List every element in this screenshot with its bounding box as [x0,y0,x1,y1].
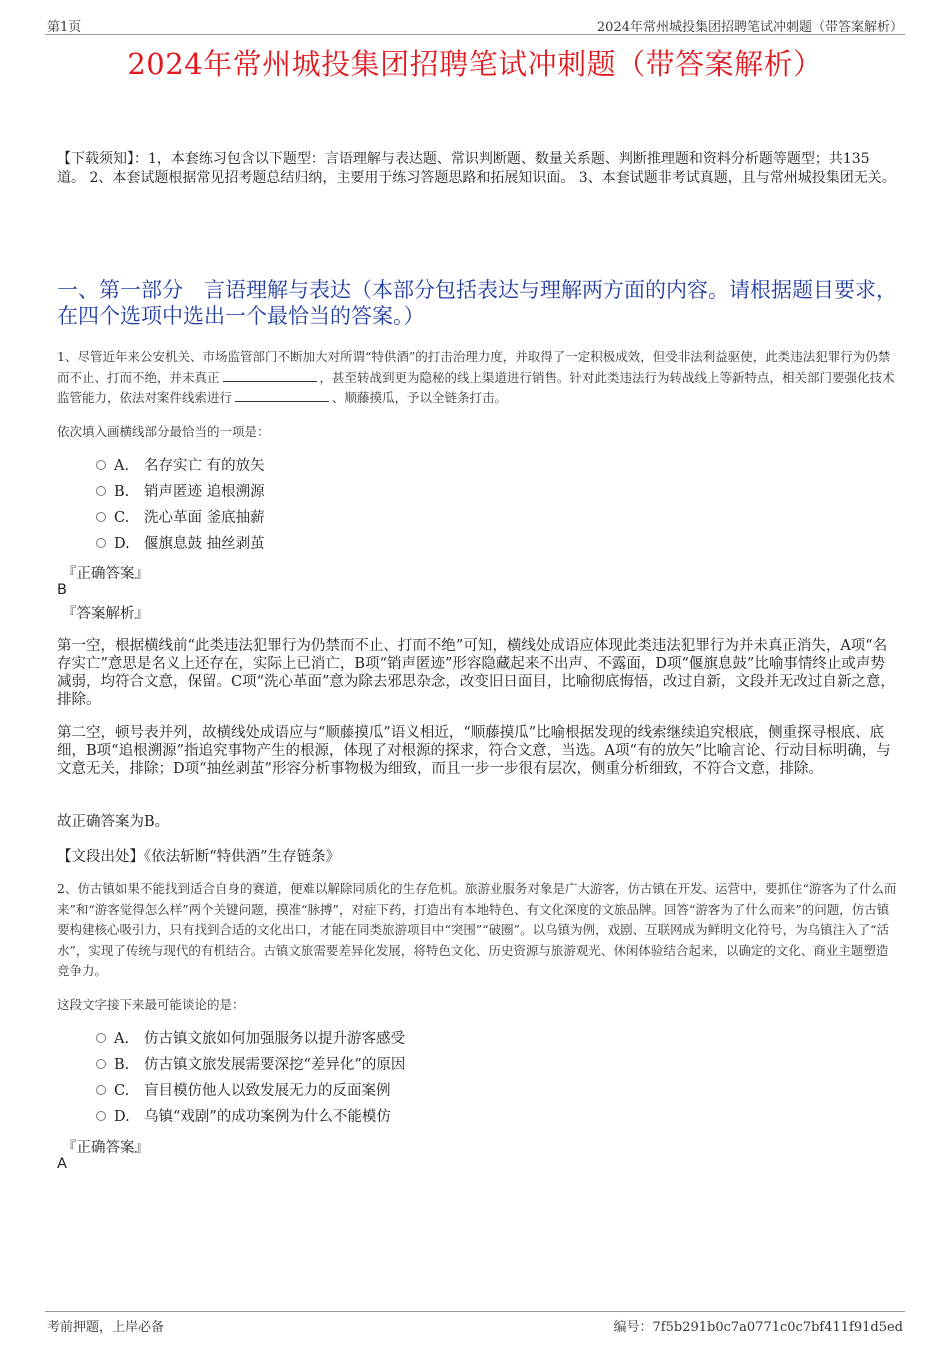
q1-answer: B [57,582,67,598]
q1-analysis-2: 第二空，顿号表并列，故横线处成语应与“顺藤摸瓜”语义相近，“顺藤摸瓜”比喻根据发现的线索继续追究根底，侧重探寻根底、底细，B项“追根溯源”指追究事物产生的根源，体现了对根源的探求，符合文意，当选。A项“有的放矢”比喻言论、行动目标明确，与文意无关，排除；D项“抽丝剥茧”形容分析事物极为细致，而且一步一步很有层次，侧重分析细致，不符合文意，排除。 [57,725,891,777]
radio-icon[interactable] [96,512,106,522]
q1-conclusion: 故正确答案为B。 [57,814,170,830]
q1-text-part-a: 1、尽管近年来公安机关、市场监管部门不断加大对所谓“特供酒”的打击治理力度，并取得了一定积极成效，但受非法利益驱使，此类违法犯罪行为仍禁而不止、打而不绝，并未真正 [57,349,891,385]
option-text: 偃旗息鼓 抽丝剥茧 [144,536,265,552]
q1-option-c[interactable] [96,507,265,529]
option-letter: D. [114,1109,130,1125]
footer-slogan: 考前押题，上岸必备 [47,1320,165,1335]
option-text: 仿古镇文旅发展需要深挖“差异化”的原因 [144,1057,406,1073]
option-letter: A. [114,458,130,474]
q1-option-a[interactable] [96,455,265,477]
q2-answer: A [57,1156,67,1172]
radio-icon[interactable] [96,1033,106,1043]
footer-divider [45,1311,905,1312]
q2-option-b[interactable] [96,1054,405,1076]
q2-option-d[interactable] [96,1106,391,1128]
option-letter: C. [114,1083,130,1099]
option-text: 名存实亡 有的放矢 [144,458,265,474]
section-heading: 一、第一部分 言语理解与表达（本部分包括表达与理解两方面的内容。请根据题目要求，在四个选项中选出一个最恰当的答案。） [57,278,897,328]
option-text: 乌镇“戏剧”的成功案例为什么不能模仿 [144,1109,391,1125]
question-2-prompt: 这段文字接下来最可能谈论的是： [57,997,245,1012]
option-text: 洗心革面 釜底抽薪 [144,510,265,526]
document-title: 2024年常州城投集团招聘笔试冲刺题（带答案解析） [127,47,823,81]
option-text: 销声匿迹 追根溯源 [144,484,265,500]
question-2-text: 2、仿古镇如果不能找到适合自身的赛道，便难以解除同质化的生存危机。旅游业服务对象是广大游客，仿古镇在开发、运营中，要抓住“游客为了什么而来”和“游客觉得怎么样”两个关键问题，摸准“脉搏”，对症下药，打造出有本地特色、有文化深度的文旅品牌。回答“游客为了什么而来”的问题，仿古镇要构建核心吸引力，只有找到合适的文化出口，才能在同类旅游项目中“突围”“破圈”。以乌镇为例，戏剧、互联网成为鲜明文化符号，为乌镇注入了“活水”，实现了传统与现代的有机结合。古镇文旅需要差异化发展，将特色文化、历史资源与旅游观光、休闲体验结合起来，以确定的文化、商业主题塑造竞争力。 [57,881,897,978]
q1-option-d[interactable] [96,533,265,555]
q1-text-part-b: ，甚至转战到更为隐秘的线上渠道进行销售。针对此类违法行为转战线上等新特点，相关部门要强化技术监管能力，依法对案件线索进行 [57,369,895,405]
q2-option-c[interactable] [96,1080,391,1102]
q1-text-part-c: 、顺藤摸瓜，予以全链条打击。 [332,390,508,405]
radio-icon[interactable] [96,486,106,496]
option-letter: D. [114,536,130,552]
option-text: 盲目模仿他人以致发展无力的反面案例 [144,1083,391,1099]
q1-option-b[interactable] [96,481,265,503]
page-number: 第1页 [47,20,82,35]
radio-icon[interactable] [96,538,106,548]
q1-analysis-1: 第一空，根据横线前“此类违法犯罪行为仍禁而不止、打而不绝”可知，横线处成语应体现此类违法犯罪行为并未真正消失，A项“名存实亡”意思是名义上还存在，实际上已消亡，B项“销声匿迹”形容隐藏起来不出声、不露面，D项“偃旗息鼓”比喻事情终止或声势减弱，均符合文意，保留。C项“洗心革面”意为除去邪思杂念，改变旧日面目，比喻彻底悔悟，改过自新，文段并无改过自新之意，排除。 [57,638,895,708]
download-notice: 【下载须知】：1，本套练习包含以下题型：言语理解与表达题、常识判断题、数量关系题、判断推理题和资料分析题等题型；共135道。 2、本套试题根据常见招考题总结归纳，主要用于练习答题思路和拓展知识面。 3、本套试题非考试真题，且与常州城投集团无关。 [57,151,896,186]
header-doc-title: 2024年常州城投集团招聘笔试冲刺题（带答案解析） [596,20,903,35]
q1-source: 【文段出处】《依法斩断“特供酒”生存链条》 [57,849,341,865]
option-letter: B. [114,484,130,500]
question-1-prompt: 依次填入画横线部分最恰当的一项是： [57,424,270,439]
footer-serial: 编号：7f5b291b0c7a0771c0c7bf411f91d5ed [613,1320,903,1335]
fill-blank-2 [235,389,329,402]
option-letter: B. [114,1057,130,1073]
option-text: 仿古镇文旅如何加强服务以提升游客感受 [144,1031,405,1047]
fill-blank-1 [223,369,317,382]
page-header [45,14,905,35]
radio-icon[interactable] [96,1085,106,1095]
q2-option-a[interactable] [96,1028,405,1050]
q1-answer-label: 『正确答案』 [62,566,149,582]
q1-analysis-label: 『答案解析』 [62,606,149,622]
q2-answer-label: 『正确答案』 [62,1140,149,1156]
option-letter: A. [114,1031,130,1047]
option-letter: C. [114,510,130,526]
radio-icon[interactable] [96,1111,106,1121]
question-1-text [57,347,897,409]
radio-icon[interactable] [96,460,106,470]
radio-icon[interactable] [96,1059,106,1069]
